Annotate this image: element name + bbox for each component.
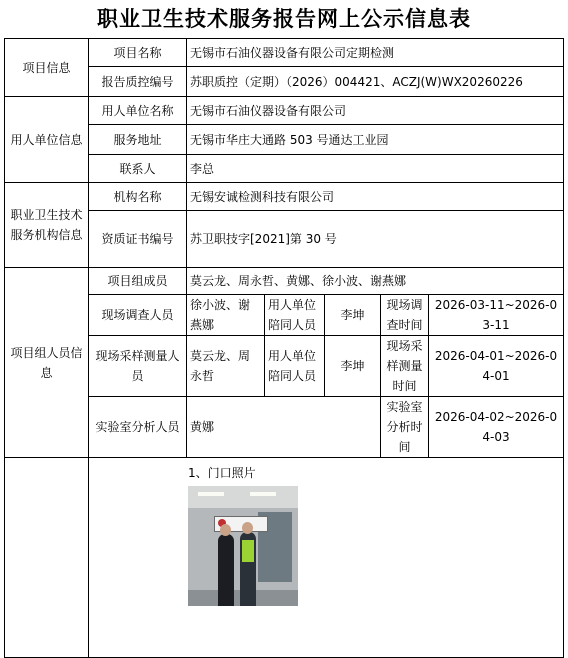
survey-people-value: 徐小波、谢燕娜: [187, 295, 265, 336]
table-row: [5, 183, 564, 211]
team-members-value: 莫云龙、周永哲、黄娜、徐小波、谢燕娜: [187, 268, 564, 295]
table-row: [5, 97, 564, 125]
photo-cell: [89, 458, 564, 658]
table-row: [5, 155, 564, 183]
lab-people-label: 实验室分析人员: [89, 397, 187, 458]
service-address-value: 无锡市华庄大通路 503 号通达工业园: [187, 125, 564, 155]
photo-caption: 1、门口照片: [188, 466, 256, 480]
entrance-photo: [188, 486, 298, 606]
section-employer-info: 用人单位信息: [5, 97, 89, 183]
survey-time-label: 现场调查时间: [381, 295, 429, 336]
section-agency-info: 职业卫生技术服务机构信息: [5, 183, 89, 268]
contact-label: 联系人: [89, 155, 187, 183]
project-name-value: 无锡市石油仪器设备有限公司定期检测: [187, 39, 564, 67]
table-row: [5, 295, 564, 336]
sampling-people-value: 莫云龙、周永哲: [187, 336, 265, 397]
agency-name-label: 机构名称: [89, 183, 187, 211]
section-project-info: 项目信息: [5, 39, 89, 97]
photo-safety-vest: [242, 540, 254, 562]
contact-value: 李总: [187, 155, 564, 183]
photo-light: [250, 492, 276, 496]
photo-person-head: [220, 524, 231, 536]
cert-number-label: 资质证书编号: [89, 211, 187, 268]
table-row: [5, 39, 564, 67]
survey-escort-label: 用人单位陪同人员: [265, 295, 325, 336]
photo-person: [218, 534, 234, 606]
table-row: [5, 125, 564, 155]
survey-people-label: 现场调查人员: [89, 295, 187, 336]
photo-person-head: [242, 522, 253, 534]
disclosure-table: [4, 38, 564, 658]
sampling-time-value: 2026-04-01~2026-04-01: [429, 336, 564, 397]
table-row: [5, 211, 564, 268]
survey-escort-value: 李坤: [325, 295, 381, 336]
employer-name-label: 用人单位名称: [89, 97, 187, 125]
report-code-value: 苏职质控（定期）（2026）004421、ACZJ(W)WX20260226: [187, 67, 564, 97]
cert-number-value: 苏卫职技字[2021]第 30 号: [187, 211, 564, 268]
lab-time-label: 实验室分析时间: [381, 397, 429, 458]
sampling-escort-label: 用人单位陪同人员: [265, 336, 325, 397]
table-row: [5, 67, 564, 97]
service-address-label: 服务地址: [89, 125, 187, 155]
sampling-people-label: 现场采样测量人员: [89, 336, 187, 397]
section-team-info: 项目组人员信息: [5, 268, 89, 458]
report-code-label: 报告质控编号: [89, 67, 187, 97]
table-row: [5, 397, 564, 458]
table-row: [5, 458, 564, 658]
lab-time-value: 2026-04-02~2026-04-03: [429, 397, 564, 458]
photo-light: [198, 492, 224, 496]
team-members-label: 项目组成员: [89, 268, 187, 295]
table-row: [5, 268, 564, 295]
lab-people-value: 黄娜: [187, 397, 381, 458]
photo-ceiling: [188, 486, 298, 508]
employer-name-value: 无锡市石油仪器设备有限公司: [187, 97, 564, 125]
table-row: [5, 336, 564, 397]
photo-empty-cell: [5, 458, 89, 658]
survey-time-value: 2026-03-11~2026-03-11: [429, 295, 564, 336]
project-name-label: 项目名称: [89, 39, 187, 67]
sampling-escort-value: 李坤: [325, 336, 381, 397]
page-title: 职业卫生技术服务报告网上公示信息表: [97, 6, 471, 31]
sampling-time-label: 现场采样测量时间: [381, 336, 429, 397]
agency-name-value: 无锡安诚检测科技有限公司: [187, 183, 564, 211]
